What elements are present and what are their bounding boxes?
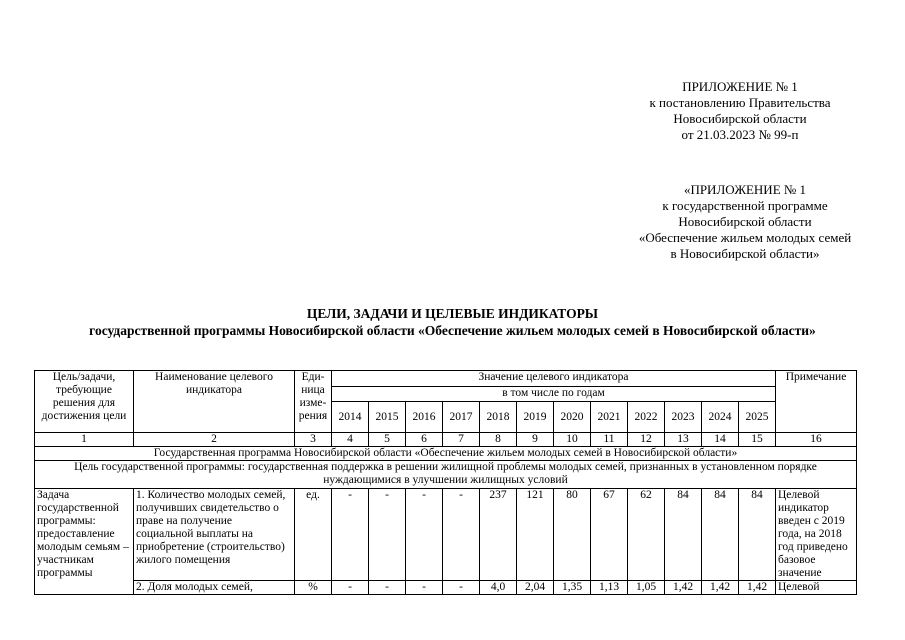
column-number: 9 (517, 433, 554, 447)
document-title: ЦЕЛИ, ЗАДАЧИ И ЦЕЛЕВЫЕ ИНДИКАТОРЫ (306, 306, 599, 321)
year-cell: 2019 (517, 402, 554, 433)
column-number: 13 (665, 433, 702, 447)
year-cell: 2014 (332, 402, 369, 433)
header-goal: Цель/задачи, требующие решения для достижения цели (35, 371, 134, 433)
appendix-header-line: к постановлению Правительства (649, 95, 831, 110)
year-cell: 2024 (702, 402, 739, 433)
document-subtitle: государственной программы Новосибирской области «Обеспечение жильем молодых семей в Новосибирской области» (89, 323, 816, 338)
year-cell: 2023 (665, 402, 702, 433)
value-cell: 1,13 (591, 581, 628, 595)
value-cell: 1,35 (554, 581, 591, 595)
value-cell: 67 (591, 489, 628, 581)
goal-row: Цель государственной программы: государственная поддержка в решении жилищной проблемы молодых семей, признанных в установленном порядке нуждающимися в улучшении жилищных условий (35, 461, 857, 489)
header-value: Значение целевого индикатора (332, 371, 776, 387)
value-cell: 62 (628, 489, 665, 581)
header-by-years: в том числе по годам (332, 387, 776, 402)
column-number: 6 (406, 433, 443, 447)
note-cell: Целевой (776, 581, 857, 595)
value-cell: 1,42 (702, 581, 739, 595)
value-cell: - (443, 489, 480, 581)
indicator-cell: 2. Доля молодых семей, (134, 581, 295, 595)
unit-cell: % (295, 581, 332, 595)
year-cell: 2021 (591, 402, 628, 433)
value-cell: - (406, 581, 443, 595)
year-cell: 2022 (628, 402, 665, 433)
column-number: 15 (739, 433, 776, 447)
column-number: 16 (776, 433, 857, 447)
value-cell: 237 (480, 489, 517, 581)
column-number: 5 (369, 433, 406, 447)
year-cell: 2016 (406, 402, 443, 433)
value-cell: 4,0 (480, 581, 517, 595)
year-cell: 2025 (739, 402, 776, 433)
header-unit: Еди-ница изме-рения (295, 371, 332, 433)
header-indicator: Наименование целевого индикатора (134, 371, 295, 433)
value-cell: 80 (554, 489, 591, 581)
column-number: 12 (628, 433, 665, 447)
column-number: 7 (443, 433, 480, 447)
program-appendix-line: «Обеспечение жильем молодых семей (638, 230, 852, 245)
task-cell: Задача государственной программы: предоставление молодым семьям – участникам программы (35, 489, 134, 595)
table-row (35, 581, 857, 595)
value-cell: - (369, 581, 406, 595)
column-number: 11 (591, 433, 628, 447)
value-cell: 84 (665, 489, 702, 581)
column-number: 2 (134, 433, 295, 447)
value-cell: 1,05 (628, 581, 665, 595)
column-number: 1 (35, 433, 134, 447)
note-cell: Целевой индикатор введен с 2019 года, на 2018 год приведено базовое значение (776, 489, 857, 581)
program-row: Государственная программа Новосибирской области «Обеспечение жильем молодых семей в Новосибирской области» (35, 447, 857, 461)
column-number: 14 (702, 433, 739, 447)
value-cell: 84 (739, 489, 776, 581)
year-cell: 2020 (554, 402, 591, 433)
appendix-header-line: Новосибирской области (673, 111, 807, 126)
program-appendix-line: к государственной программе (662, 198, 828, 213)
table-row (35, 489, 857, 581)
year-cell: 2017 (443, 402, 480, 433)
value-cell: 1,42 (665, 581, 702, 595)
header-note: Примечание (776, 371, 857, 433)
unit-cell: ед. (295, 489, 332, 581)
value-cell: 84 (702, 489, 739, 581)
appendix-header-line: ПРИЛОЖЕНИЕ № 1 (682, 79, 798, 94)
appendix-header-line: от 21.03.2023 № 99-п (681, 127, 799, 142)
program-appendix-header (600, 182, 890, 262)
year-cell: 2015 (369, 402, 406, 433)
value-cell: - (406, 489, 443, 581)
column-number: 4 (332, 433, 369, 447)
value-cell: - (332, 489, 369, 581)
appendix-header (620, 79, 860, 143)
program-appendix-line: Новосибирской области (678, 214, 812, 229)
value-cell: 121 (517, 489, 554, 581)
value-cell: - (332, 581, 369, 595)
value-cell: - (369, 489, 406, 581)
column-number: 8 (480, 433, 517, 447)
column-number: 3 (295, 433, 332, 447)
value-cell: 1,42 (739, 581, 776, 595)
value-cell: - (443, 581, 480, 595)
indicators-table (34, 370, 857, 595)
value-cell: 2,04 (517, 581, 554, 595)
program-appendix-line: в Новосибирской области» (670, 246, 820, 261)
program-appendix-line: «ПРИЛОЖЕНИЕ № 1 (683, 182, 807, 197)
column-number: 10 (554, 433, 591, 447)
year-cell: 2018 (480, 402, 517, 433)
indicator-cell: 1. Количество молодых семей, получивших свидетельство о праве на получение социальной выплаты на приобретение (строительство) жилого помещения (134, 489, 295, 581)
